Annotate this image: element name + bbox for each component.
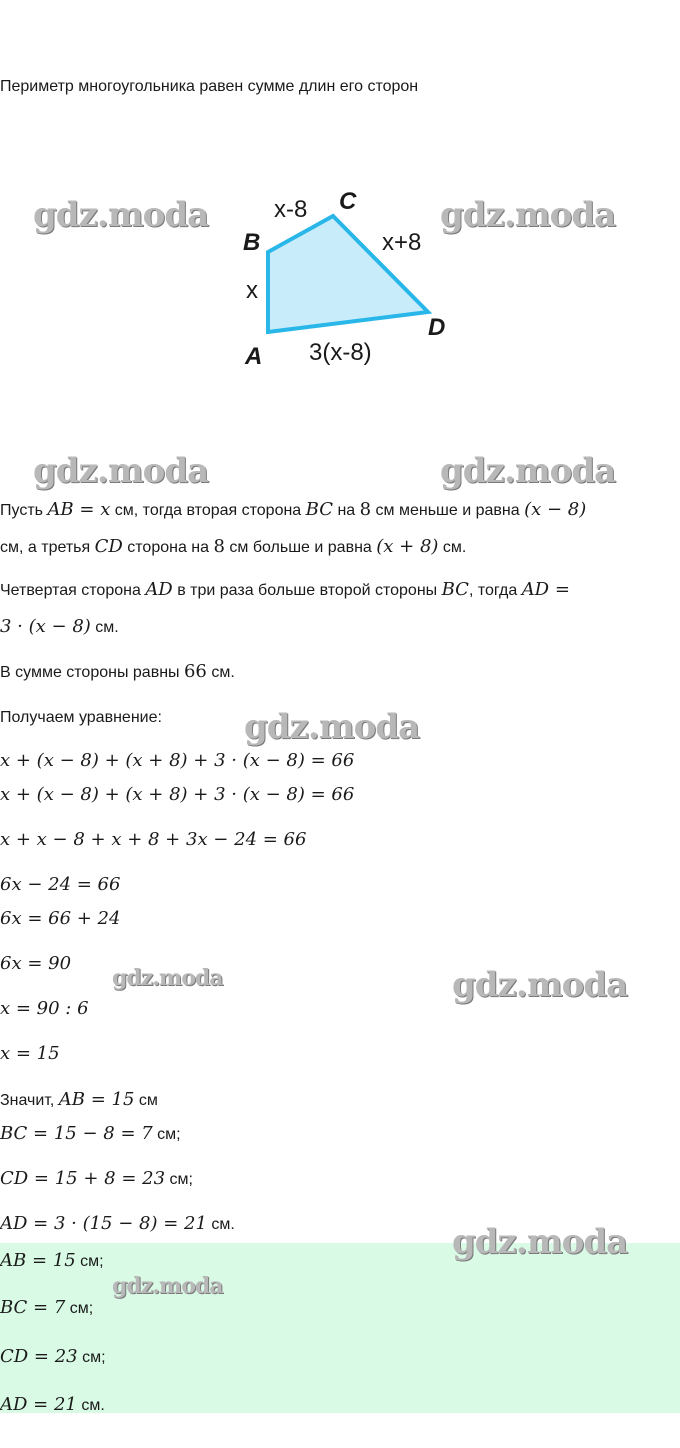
answer-ab	[0, 1251, 104, 1272]
math-number: 66	[183, 661, 207, 682]
result-ad	[0, 1214, 235, 1235]
math-ad: AD	[145, 579, 173, 600]
text-run: см, а третья	[0, 539, 95, 556]
text-run: см меньше и равна	[371, 502, 525, 519]
math-expr: BC = 7	[0, 1297, 66, 1318]
math-ad-eq: AD =	[521, 579, 570, 600]
math-expr: BC = 15 − 8 = 7	[0, 1123, 153, 1144]
watermark-logo: gdz.moda	[112, 965, 223, 991]
equation-5: 6x = 66 + 24	[0, 908, 121, 929]
math-expr: AB = 15	[0, 1250, 76, 1271]
vertex-label-c: C	[339, 188, 357, 215]
result-ab	[0, 1090, 158, 1111]
math-expr: AD = 21	[0, 1394, 77, 1415]
watermark-logo: gdz.moda	[452, 1222, 628, 1262]
result-bc	[0, 1124, 181, 1145]
paragraph-3	[0, 580, 570, 601]
text-run: см.	[438, 539, 467, 556]
math-expr: 3 · (x − 8)	[0, 616, 91, 637]
text-run: , тогда	[468, 582, 522, 599]
math-ab: AB = x	[47, 499, 111, 520]
text-run: см.	[76, 1397, 105, 1414]
math-expr: (x + 8)	[376, 536, 439, 557]
side-label-ab: x	[246, 277, 258, 304]
text-run: Пусть	[0, 502, 48, 519]
text-run: см;	[152, 1126, 181, 1143]
watermark-logo: gdz.moda	[440, 195, 616, 235]
side-label-cd: x+8	[382, 229, 422, 256]
text-run: см больше и равна	[224, 539, 377, 556]
intro-text: Периметр многоугольника равен сумме длин его сторон	[0, 78, 419, 95]
equation-7: x = 90 : 6	[0, 998, 89, 1019]
math-expr: AB = 15	[58, 1089, 135, 1110]
vertex-label-d: D	[428, 314, 446, 341]
equation-1: x + (x − 8) + (x + 8) + 3 · (x − 8) = 66	[0, 750, 355, 771]
watermark-logo: gdz.moda	[33, 451, 209, 491]
math-cd: CD	[94, 536, 123, 557]
text-run: В сумме стороны равны	[0, 664, 184, 681]
watermark-logo: gdz.moda	[33, 195, 209, 235]
vertex-label-b: B	[243, 229, 261, 256]
text-run: см;	[65, 1300, 94, 1317]
math-expr: CD = 15 + 8 = 23	[0, 1168, 166, 1189]
watermark-logo: gdz.moda	[452, 965, 628, 1005]
paragraph-6: Получаем уравнение:	[0, 709, 162, 726]
watermark-logo: gdz.moda	[112, 1273, 223, 1299]
math-expr: (x − 8)	[524, 499, 587, 520]
text-run: см;	[77, 1349, 106, 1366]
answer-ad	[0, 1395, 105, 1416]
text-run: см;	[75, 1253, 104, 1270]
paragraph-4	[0, 617, 119, 638]
equation-6: 6x = 90	[0, 953, 72, 974]
math-bc: BC	[305, 499, 333, 520]
paragraph-5	[0, 662, 235, 683]
answer-bc	[0, 1298, 93, 1319]
text-run: см	[134, 1092, 158, 1109]
text-run: см.	[206, 664, 235, 681]
paragraph-2	[0, 537, 466, 558]
side-label-ad: 3(x-8)	[309, 339, 372, 366]
text-run: сторона на	[122, 539, 214, 556]
text-run: см, тогда вторая сторона	[110, 502, 306, 519]
side-label-bc: x-8	[274, 196, 308, 223]
math-expr: CD = 23	[0, 1346, 78, 1367]
vertex-label-a: A	[245, 343, 263, 370]
math-number: 8	[213, 536, 225, 557]
text-run: на	[333, 502, 360, 519]
watermark-logo: gdz.moda	[244, 707, 420, 747]
math-bc: BC	[441, 579, 469, 600]
text-run: см.	[206, 1216, 235, 1233]
text-run: см;	[165, 1171, 193, 1188]
text-run: в три раза больше второй стороны	[172, 582, 442, 599]
watermark-logo: gdz.moda	[440, 451, 616, 491]
math-number: 8	[359, 499, 372, 520]
text-run: см.	[90, 619, 119, 636]
equation-2: x + (x − 8) + (x + 8) + 3 · (x − 8) = 66	[0, 784, 355, 805]
math-expr: AD = 3 · (15 − 8) = 21	[0, 1213, 207, 1234]
equation-3: x + x − 8 + x + 8 + 3x − 24 = 66	[0, 829, 307, 850]
text-run: Значит,	[0, 1092, 59, 1109]
paragraph-1	[0, 500, 586, 521]
equation-4: 6x − 24 = 66	[0, 874, 121, 895]
equation-8: x = 15	[0, 1043, 60, 1064]
result-cd	[0, 1169, 193, 1190]
text-run: Четвертая сторона	[0, 582, 146, 599]
answer-cd	[0, 1347, 106, 1368]
